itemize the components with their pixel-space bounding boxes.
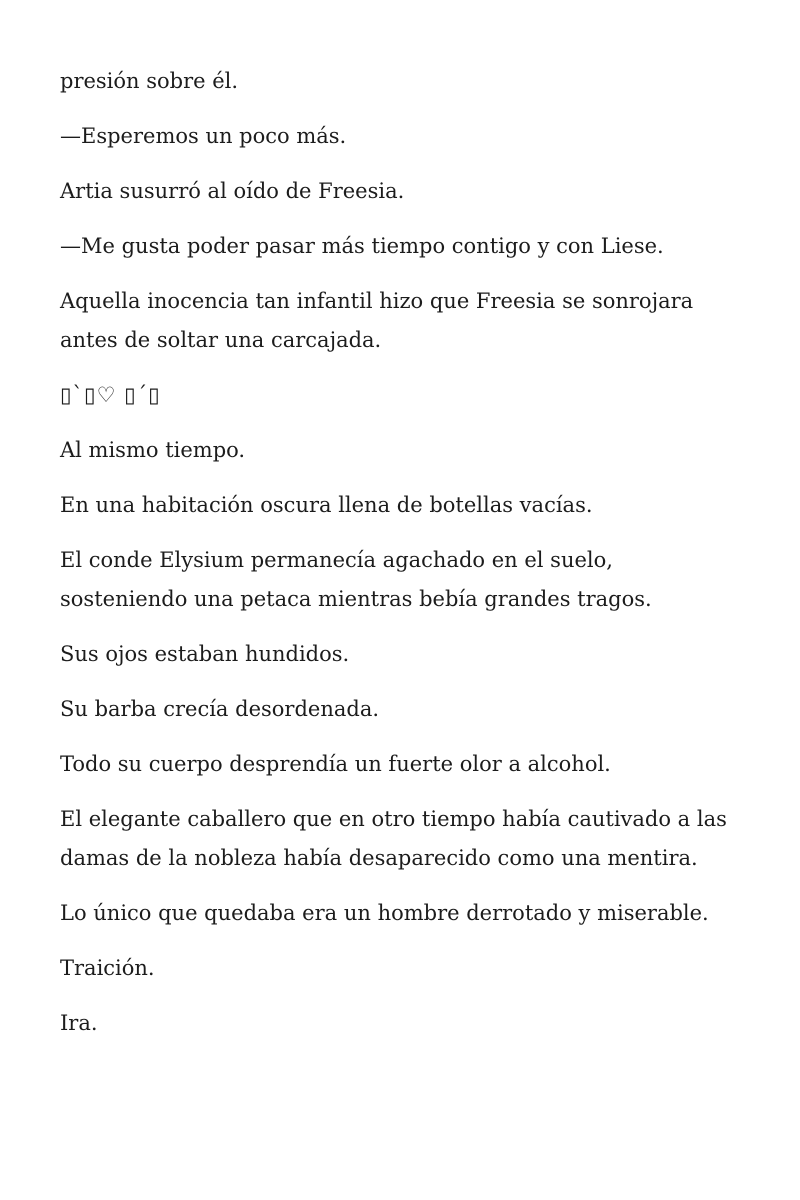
scene-separator: ▯`▯♡ ▯´▯ (60, 383, 161, 407)
paragraph: —Esperemos un poco más. (60, 124, 347, 148)
paragraph: Su barba crecía desordenada. (60, 697, 380, 721)
paragraph: presión sobre él. (60, 69, 239, 93)
paragraph: El conde Elysium permanecía agachado en el suelo, sosteniendo una petaca mientras bebía grandes tragos. (60, 548, 652, 611)
paragraph: Ira. (60, 1011, 98, 1035)
paragraph: En una habitación oscura llena de botellas vacías. (60, 493, 593, 517)
paragraph: El elegante caballero que en otro tiempo había cautivado a las damas de la nobleza había desaparecido como una mentira. (60, 807, 727, 870)
paragraph: —Me gusta poder pasar más tiempo contigo y con Liese. (60, 234, 664, 258)
paragraph: Lo único que quedaba era un hombre derrotado y miserable. (60, 901, 709, 925)
paragraph: Todo su cuerpo desprendía un fuerte olor a alcohol. (60, 752, 611, 776)
paragraph: Aquella inocencia tan infantil hizo que Freesia se sonrojara antes de soltar una carcajada. (60, 289, 694, 352)
reader-page (60, 62, 740, 1059)
paragraph: Sus ojos estaban hundidos. (60, 642, 350, 666)
paragraph: Al mismo tiempo. (60, 438, 246, 462)
paragraph: Traición. (60, 956, 155, 980)
paragraph: Artia susurró al oído de Freesia. (60, 179, 405, 203)
